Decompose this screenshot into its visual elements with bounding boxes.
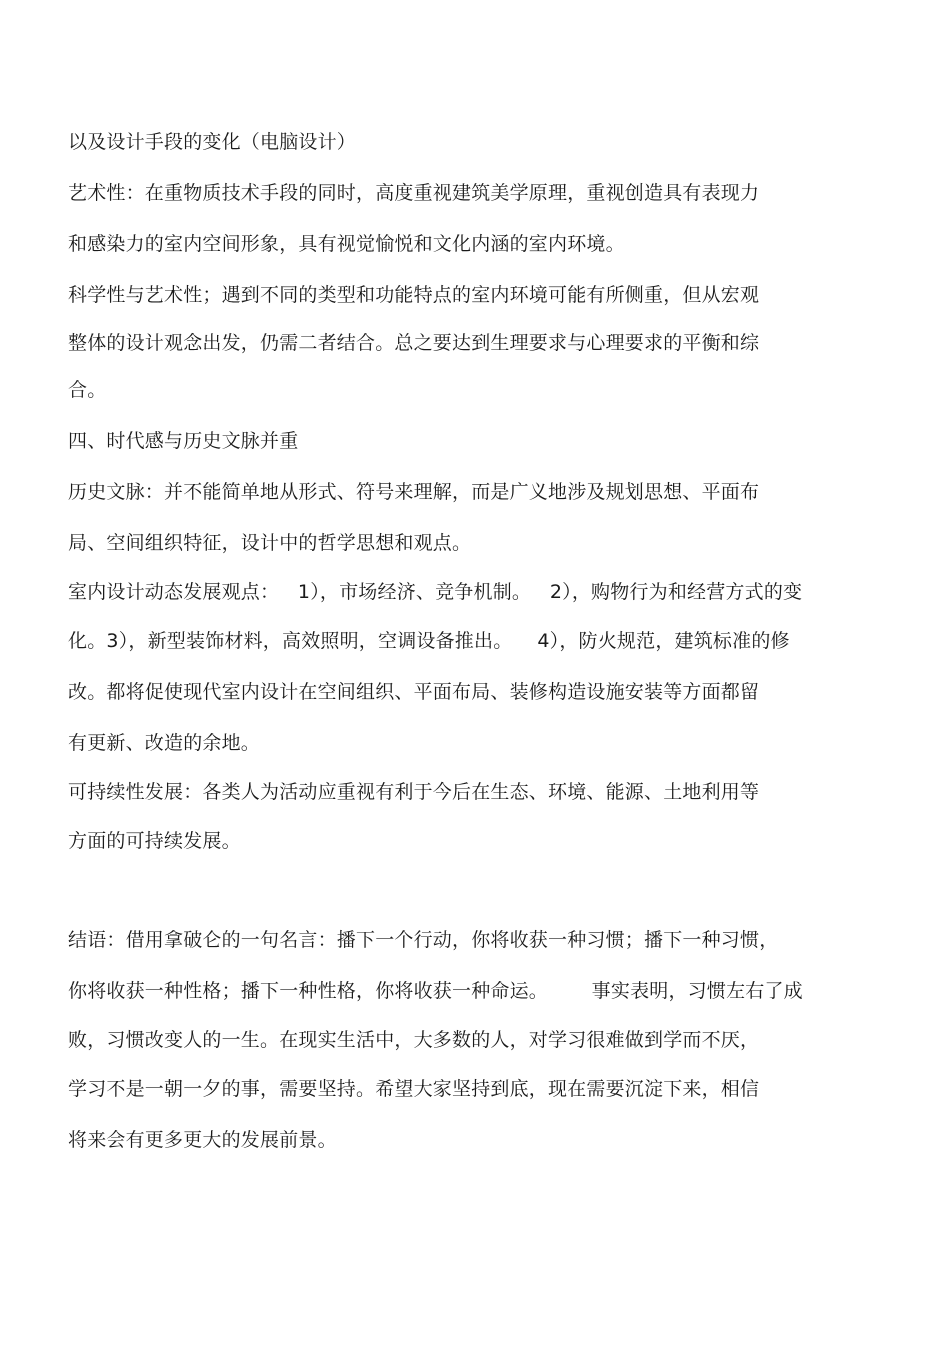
text-line: 整体的设计观念出发，仍需二者结合。总之要达到生理要求与心理要求的平衡和综	[68, 332, 760, 354]
text-line: 以及设计手段的变化（电脑设计）	[68, 131, 357, 153]
text-line: 你将收获一种性格；播下一种性格，你将收获一种命运。 事实表明，习惯左右了成	[68, 980, 803, 1002]
text-line: 可持续性发展：各类人为活动应重视有利于今后在生态、环境、能源、土地利用等	[68, 781, 760, 803]
text-line: 局、空间组织特征，设计中的哲学思想和观点。	[68, 532, 472, 554]
text-line: 室内设计动态发展观点： 1），市场经济、竞争机制。 2），购物行为和经营方式的变	[68, 581, 803, 603]
text-line: 化。3），新型装饰材料，高效照明，空调设备推出。 4），防火规范，建筑标准的修	[68, 630, 790, 652]
text-line: 合。	[68, 379, 107, 401]
text-line: 学习不是一朝一夕的事，需要坚持。希望大家坚持到底，现在需要沉淀下来，相信	[68, 1078, 760, 1100]
text-line: 有更新、改造的余地。	[68, 732, 261, 754]
text-line: 将来会有更多更大的发展前景。	[68, 1129, 337, 1151]
text-line: 艺术性：在重物质技术手段的同时，高度重视建筑美学原理，重视创造具有表现力	[68, 182, 760, 204]
text-line: 方面的可持续发展。	[68, 830, 241, 852]
text-line: 结语：借用拿破仑的一句名言：播下一个行动，你将收获一种习惯；播下一种习惯，	[68, 929, 779, 951]
text-line: 历史文脉：并不能简单地从形式、符号来理解，而是广义地涉及规划思想、平面布	[68, 481, 760, 503]
section-heading: 四、时代感与历史文脉并重	[68, 430, 299, 452]
text-line: 败，习惯改变人的一生。在现实生活中，大多数的人，对学习很难做到学而不厌，	[68, 1029, 760, 1051]
text-line: 科学性与艺术性；遇到不同的类型和功能特点的室内环境可能有所侧重，但从宏观	[68, 284, 760, 306]
text-line: 和感染力的室内空间形象，具有视觉愉悦和文化内涵的室内环境。	[68, 233, 625, 255]
text-line: 改。都将促使现代室内设计在空间组织、平面布局、装修构造设施安装等方面都留	[68, 681, 760, 703]
